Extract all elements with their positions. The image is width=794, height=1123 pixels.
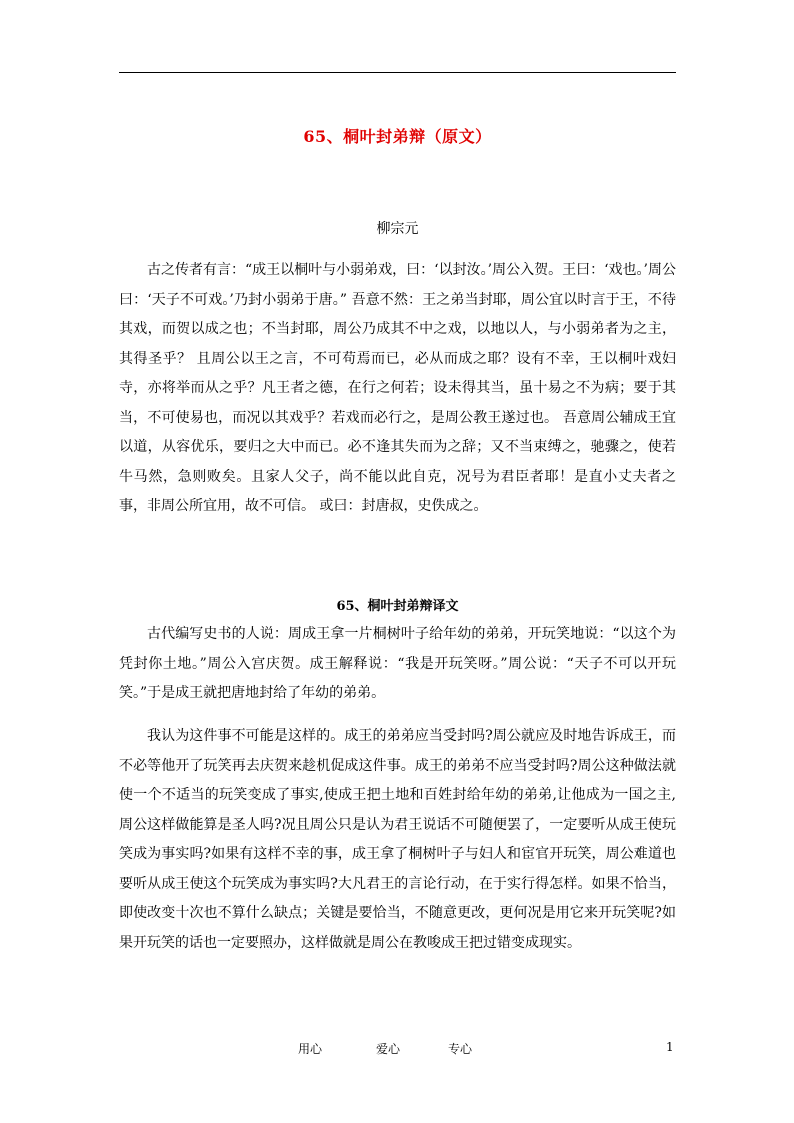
translation-title: 65、桐叶封弟辩译文	[336, 599, 459, 614]
page-number: 1	[666, 1040, 674, 1054]
footer-item-yongxin: 用心	[298, 1042, 323, 1056]
original-text-paragraph: 古之传者有言：“成王以桐叶与小弱弟戏，曰：‘以封汝。’周公入贺。王曰：‘戏也。’周公曰：‘天子不可戏。’乃封小弱弟于唐。” 吾意不然：王之弟当封耶，周公宜以时言于王，不待其戏，而贺以成之也；不当封耶，周公乃成其不中之戏，以地以人，与小弱弟者为之主，其得圣乎？ 且周公以王之言，不可苟焉而已，必从而成之耶？设有不幸，王以桐叶戏妇寺，亦将举而从之乎？凡王者之德，在行之何若；设未得其当，虽十易之不为病；要于其当，不可使易也，而况以其戏乎？若戏而必行之，是周公教王遂过也。 吾意周公辅成王宜以道，从容优乐，要归之大中而已。必不逢其失而为之辞；又不当束缚之，驰骤之，使若牛马然，急则败矣。且家人父子，尚不能以此自克，况号为君臣者耶！是直小丈夫者之事，非周公所宜用，故不可信。 或曰：封唐叔，史佚成之。	[119, 262, 676, 514]
footer-item-zhuanxin: 专心	[448, 1042, 473, 1056]
translation-paragraph-2: 我认为这件事不可能是这样的。成王的弟弟应当受封吗?周公就应及时地告诉成王，而不必等他开了玩笑再去庆贺来趁机促成这件事。成王的弟弟不应当受封吗?周公这种做法就使一个不适当的玩笑变成了事实,使成王把土地和百姓封给年幼的弟弟,让他成为一国之主,周公这样做能算是圣人吗?况且周公只是认为君王说话不可随便罢了，一定要听从成王使玩笑成为事实吗?如果有这样不幸的事，成王拿了桐树叶子与妇人和宦官开玩笑，周公难道也要听从成王使这个玩笑成为事实吗?大凡君王的言论行动，在于实行得怎样。如果不恰当，即使改变十次也不算什么缺点；关键是要恰当，不随意更改，更何况是用它来开玩笑呢?如果开玩笑的话也一定要照办，这样做就是周公在教唆成王把过错变成现实。	[119, 728, 676, 951]
translation-paragraph-1: 古代编写史书的人说：周成王拿一片桐树叶子给年幼的弟弟，开玩笑地说：“以这个为凭封你土地。”周公入宫庆贺。成王解释说：“我是开玩笑呀。”周公说：“天子不可以开玩笑。”于是成王就把唐地封给了年幼的弟弟。	[119, 626, 676, 701]
page-title: 65、桐叶封弟辩（原文）	[303, 127, 492, 146]
footer-item-aixin: 爱心	[376, 1042, 401, 1056]
author-name: 柳宗元	[376, 221, 419, 237]
header-rule	[119, 72, 676, 73]
